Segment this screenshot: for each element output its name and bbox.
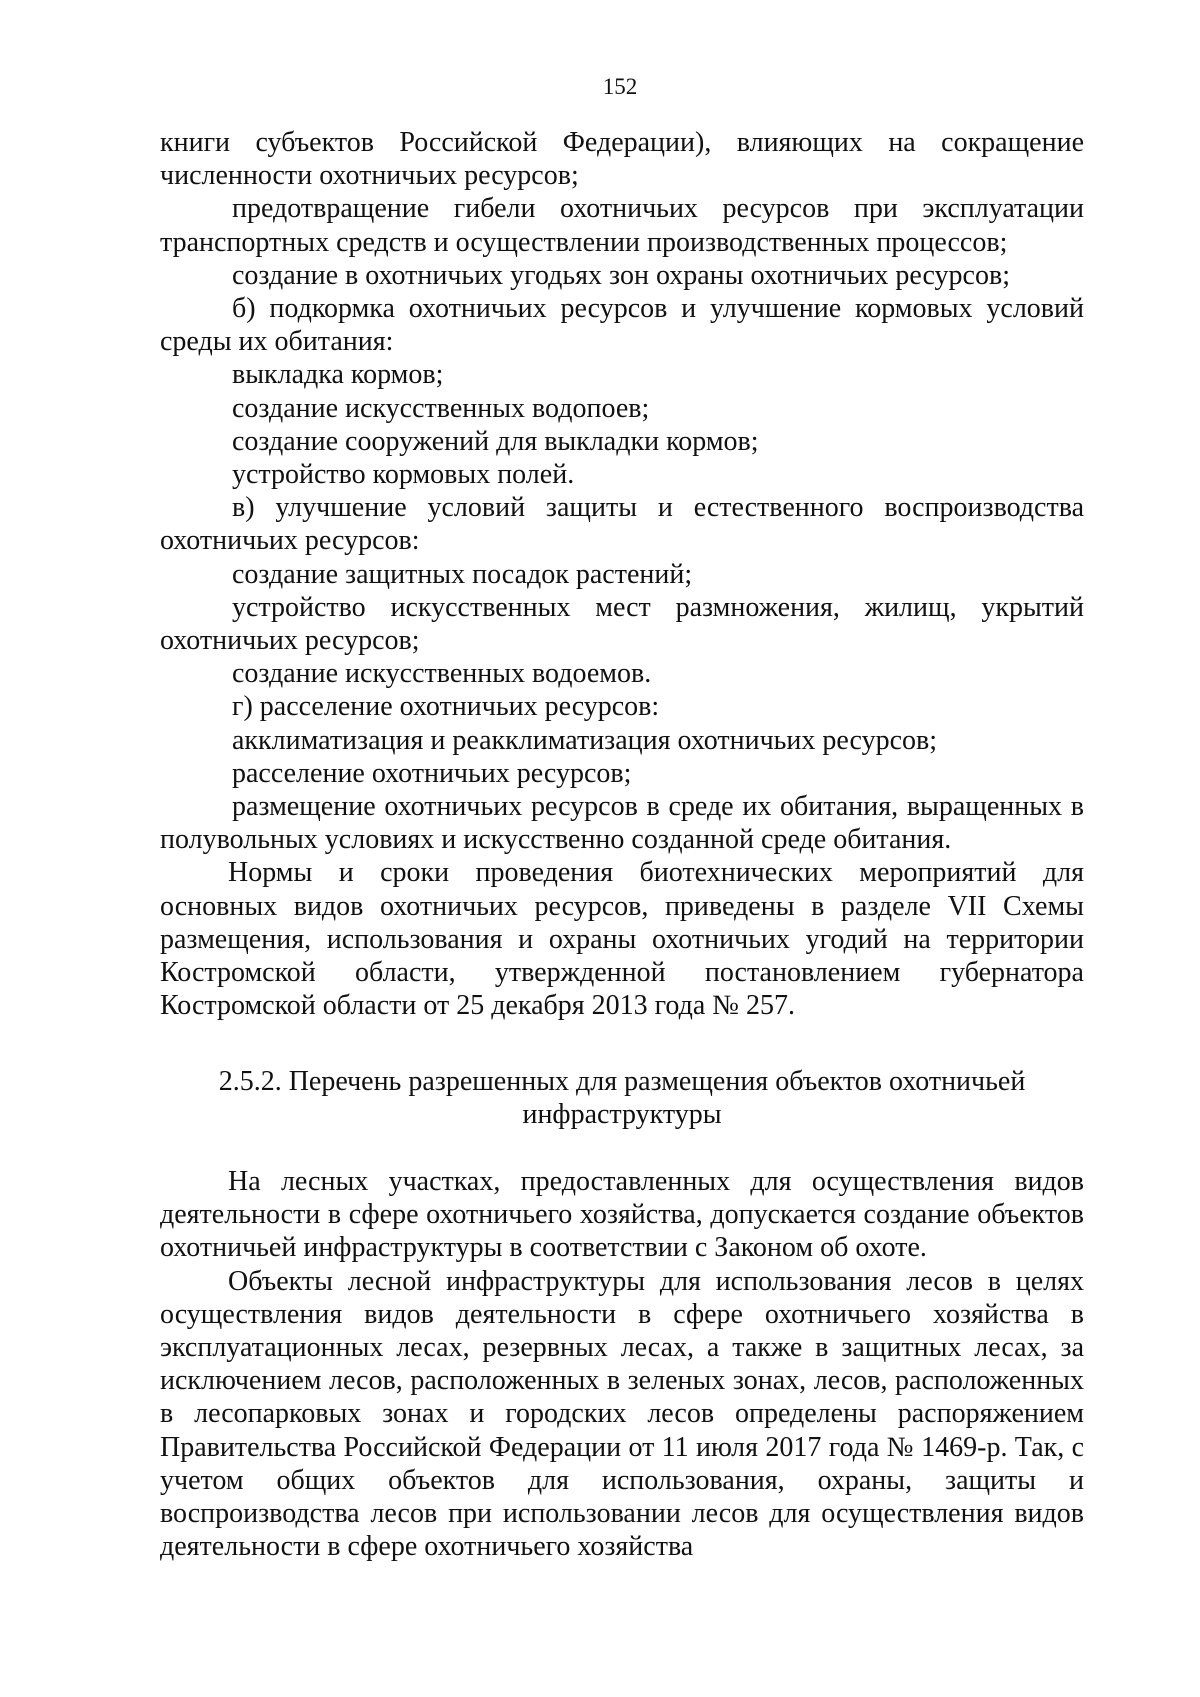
list-item: в) улучшение условий защиты и естественного воспроизводства охотничьих ресурсов: bbox=[160, 492, 1084, 557]
paragraph: Объекты лесной инфраструктуры для использования лесов в целях осуществления видов деятельности в сфере охотничьего хозяйства в эксплуатационных лесах, резервных лесах, а также в защитных лесах, за исключением лесов, расположенных в зеленых зонах, лесов, расположенных в лесопарковых зонах и городских лесов определены распоряжением Правительства Российской Федерации от 11 июля 2017 года № 1469-р. Так, с учетом общих объектов для использования, охраны, защиты и воспроизводства лесов при использовании лесов для осуществления видов деятельности в сфере охотничьего хозяйства bbox=[160, 1265, 1084, 1563]
list-item: акклиматизация и реакклиматизация охотничьих ресурсов; bbox=[232, 724, 938, 756]
list-item: создание искусственных водопоев; bbox=[232, 392, 650, 424]
page-number: 152 bbox=[602, 74, 638, 99]
list-item: расселение охотничьих ресурсов; bbox=[232, 757, 632, 789]
body-text-bottom bbox=[160, 1165, 1084, 1563]
list-item: предотвращение гибели охотничьих ресурсов при эксплуатации транспортных средств и осуществлении производственных процессов; bbox=[160, 193, 1084, 258]
list-item: г) расселение охотничьих ресурсов: bbox=[232, 691, 660, 723]
list-item: устройство искусственных мест размножения, жилищ, укрытий охотничьих ресурсов; bbox=[160, 591, 1084, 657]
list-item: устройство кормовых полей. bbox=[232, 459, 575, 491]
list-item: б) подкормка охотничьих ресурсов и улучшение кормовых условий среды их обитания: bbox=[160, 293, 1084, 358]
paragraph: Нормы и сроки проведения биотехнических мероприятий для основных видов охотничьих ресурсов, приведены в разделе VII Схемы размещения, использования и охраны охотничьих угодий на территории Костромской области, утвержденной постановлением губернатора Костромской области от 25 декабря 2013 года № 257. bbox=[160, 857, 1084, 1022]
list-item: создание сооружений для выкладки кормов; bbox=[232, 425, 759, 457]
section-heading-line: 2.5.2. Перечень разрешенных для размещения объектов охотничьей bbox=[218, 1066, 1026, 1097]
paragraph: На лесных участках, предоставленных для осуществления видов деятельности в сфере охотничьего хозяйства, допускается создание объектов охотничьей инфраструктуры в соответствии с Законом об охоте. bbox=[160, 1166, 1084, 1264]
section-heading bbox=[160, 1065, 1084, 1131]
section-heading-line: инфраструктуры bbox=[522, 1099, 722, 1131]
paragraph: книги субъектов Российской Федерации), влияющих на сокращение численности охотничьих ресурсов; bbox=[160, 127, 1084, 192]
list-item: создание защитных посадок растений; bbox=[232, 558, 693, 590]
list-item: выкладка кормов; bbox=[232, 359, 444, 391]
list-item: создание в охотничьих угодьях зон охраны охотничьих ресурсов; bbox=[232, 259, 1010, 291]
body-text-top bbox=[160, 126, 1084, 1022]
list-item: создание искусственных водоемов. bbox=[232, 658, 652, 690]
list-item: размещение охотничьих ресурсов в среде их обитания, выращенных в полувольных условиях и искусственно созданной среде обитания. bbox=[160, 791, 1084, 856]
